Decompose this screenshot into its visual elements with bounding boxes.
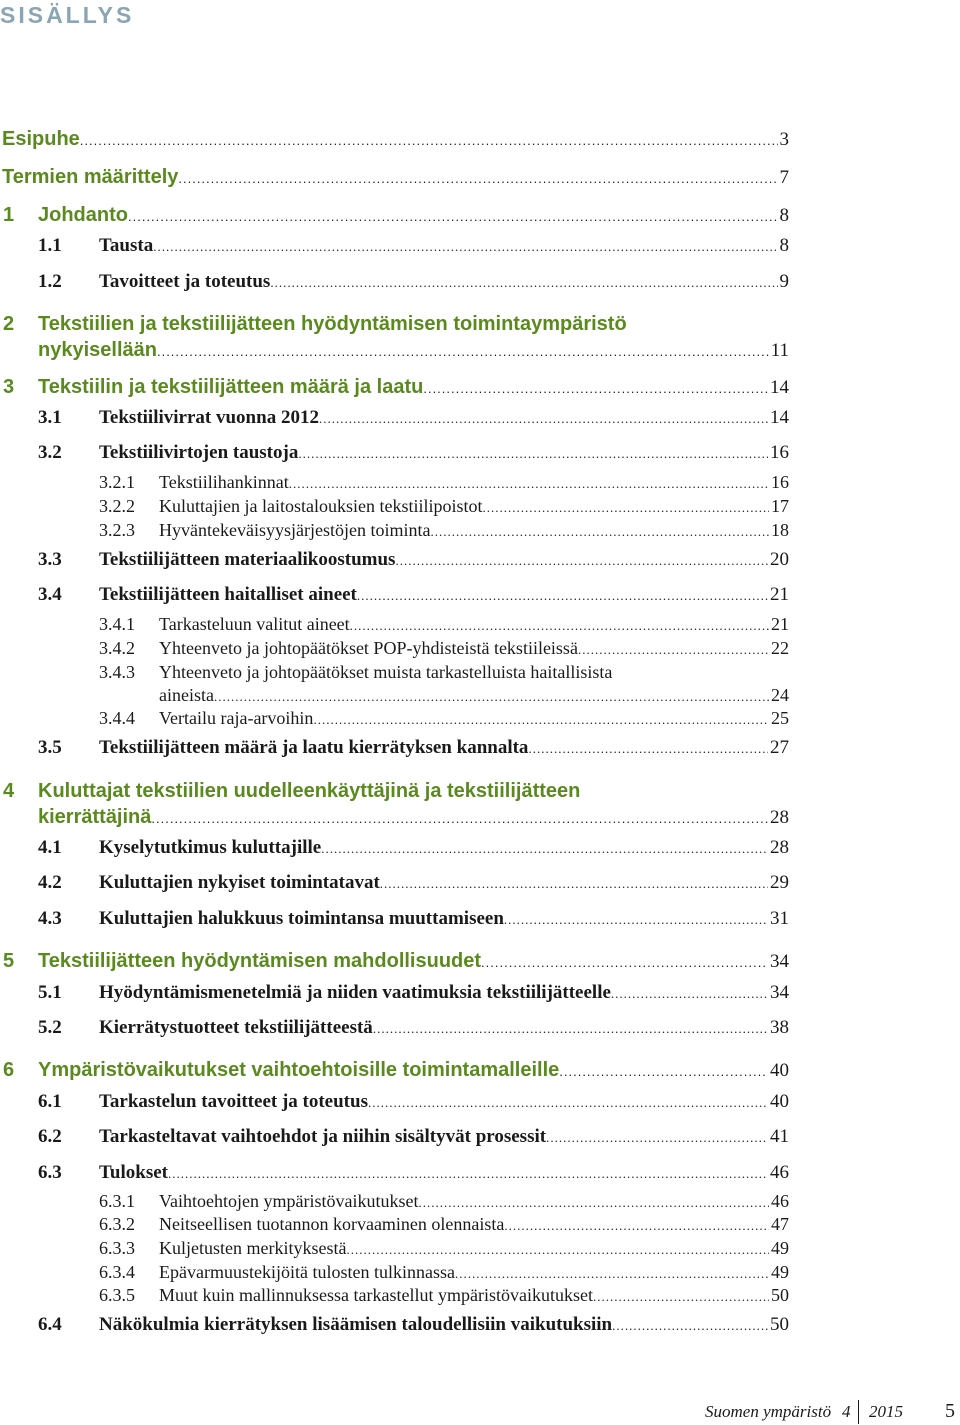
toc-entry-3[interactable]: [0, 376, 789, 399]
toc-page: 18: [771, 520, 789, 540]
toc-title: Vaihtoehtojen ympäristövaikutukset: [159, 1191, 419, 1211]
toc-entry-3-5[interactable]: [0, 737, 789, 759]
toc-number: 6.1: [38, 1091, 62, 1112]
toc-entry-5-2[interactable]: [0, 1017, 789, 1039]
toc-page: 24: [771, 685, 789, 705]
toc-number: 6.3.4: [99, 1262, 135, 1282]
toc-number: 3.4: [38, 584, 62, 605]
toc-page: 9: [779, 271, 789, 292]
footer-page-number: 5: [945, 1400, 955, 1422]
toc-page: 16: [771, 472, 789, 492]
toc-page: 40: [770, 1060, 789, 1081]
toc-title: Tekstiilivirtojen taustoja: [99, 442, 299, 463]
toc-page: 8: [779, 205, 789, 226]
toc-leader: [395, 553, 768, 569]
toc-title: Vertailu raja-arvoihin: [159, 708, 314, 728]
footer-publication: Suomen ympäristö: [705, 1402, 832, 1421]
toc-leader: [482, 500, 769, 516]
toc-title: Tekstiilin ja tekstiilijätteen määrä ja laatu: [38, 376, 424, 398]
toc-title-continued: nykyisellään: [38, 339, 157, 361]
toc-entry-6[interactable]: [0, 1059, 789, 1082]
toc-title[interactable]: Tekstiilien ja tekstiilijätteen hyödyntämisen toimintaympäristö: [38, 313, 627, 335]
toc-page: 16: [770, 442, 789, 463]
toc-title: Tekstiilijätteen materiaalikoostumus: [99, 549, 396, 570]
toc-leader: [504, 1218, 769, 1234]
toc-leader: [368, 1095, 768, 1111]
toc-title: Tarkastelun tavoitteet ja toteutus: [99, 1091, 368, 1112]
page-footer: [705, 1399, 960, 1425]
toc-page: 11: [770, 340, 789, 361]
toc-title: Tekstiilivirrat vuonna 2012: [99, 407, 319, 428]
toc-entry-3-1[interactable]: [0, 407, 789, 429]
toc-number: 4: [3, 780, 15, 802]
toc-leader: [380, 876, 768, 892]
toc-entry-6-3-5[interactable]: [0, 1285, 789, 1306]
toc-entry-3-4-2[interactable]: [0, 638, 789, 659]
toc-leader: [418, 1195, 769, 1211]
toc-entry-3-2[interactable]: [0, 442, 789, 464]
toc-leader: [289, 476, 769, 492]
toc-title: Epävarmuustekijöitä tulosten tulkinnassa: [159, 1262, 455, 1282]
page-heading: SISÄLLYS: [0, 2, 135, 28]
toc-title: Kuljetusten merkityksestä: [159, 1238, 347, 1258]
toc-number: 6.3: [38, 1162, 62, 1183]
toc-title: Tarkasteltavat vaihtoehdot ja niihin sisältyvät prosessit: [99, 1126, 547, 1147]
toc-number: 6: [3, 1059, 15, 1081]
toc-entry-3-4-4[interactable]: [0, 708, 789, 729]
toc-number: 1: [3, 204, 15, 226]
toc-number: 3.1: [38, 407, 62, 428]
toc-page: 21: [770, 584, 789, 605]
toc-leader: [346, 1242, 769, 1258]
toc-entry-6-3-1[interactable]: [0, 1191, 789, 1212]
toc-leader: [423, 381, 768, 396]
toc-number: 5: [3, 950, 15, 972]
toc-leader: [357, 588, 768, 604]
toc-entry-4-2[interactable]: [0, 872, 789, 894]
toc-number: 2: [3, 313, 15, 335]
toc-page: 8: [779, 235, 789, 256]
footer-divider: [858, 1400, 859, 1424]
toc-entry-3-2-2[interactable]: [0, 496, 789, 517]
toc-leader: [546, 1130, 768, 1146]
toc-title: Tausta: [99, 235, 154, 256]
toc-entry-4[interactable]: [0, 806, 789, 829]
toc-page: 40: [770, 1091, 789, 1112]
toc-leader: [214, 689, 769, 705]
toc-number: 1.1: [38, 235, 62, 256]
toc-leader: [481, 955, 768, 970]
toc-entry-4-1[interactable]: [0, 837, 789, 859]
footer-year: 2015: [869, 1402, 903, 1421]
toc-title: Tekstiilihankinnat: [159, 472, 289, 492]
toc-title: Näkökulmia kierrätyksen lisäämisen taloudellisiin vaikutuksiin: [99, 1314, 613, 1335]
toc-leader: [153, 239, 777, 255]
toc-leader: [612, 1318, 768, 1334]
toc-number: 3.4.2: [99, 638, 135, 658]
toc-page: 31: [770, 908, 789, 929]
toc-number: 3.2.2: [99, 496, 135, 516]
toc-entry-6-3-3[interactable]: [0, 1238, 789, 1259]
toc-number: 4.2: [38, 872, 62, 893]
toc-title: Johdanto: [38, 204, 128, 226]
toc-title-continued: aineista: [159, 685, 214, 705]
toc-number: 3: [3, 376, 15, 398]
toc-title: Tulokset: [99, 1162, 168, 1183]
toc-leader: [321, 841, 768, 857]
toc-entry-3-4-3[interactable]: [0, 685, 789, 706]
toc-title-continued: kierrättäjinä: [38, 806, 152, 828]
toc-leader: [528, 741, 768, 757]
toc-page: 41: [770, 1126, 789, 1147]
toc-entry-esipuhe[interactable]: [0, 128, 789, 151]
toc-entry-6-4[interactable]: [0, 1314, 789, 1336]
toc-title[interactable]: Kuluttajat tekstiilien uudelleenkäyttäjinä ja tekstiilijätteen: [38, 780, 581, 802]
toc-title: Ympäristövaikutukset vaihtoehtoisille toimintamalleille: [38, 1059, 560, 1081]
toc-page: 25: [771, 708, 789, 728]
toc-entry-2[interactable]: [0, 339, 789, 362]
toc-leader: [578, 642, 769, 658]
toc-page: 14: [770, 377, 789, 398]
toc-page: 50: [771, 1285, 789, 1305]
toc-page: 46: [771, 1191, 789, 1211]
toc-title: Esipuhe: [2, 128, 80, 150]
toc-number: 3.2.1: [99, 472, 135, 492]
toc-page: 34: [770, 982, 789, 1003]
toc-entry-5[interactable]: [0, 950, 789, 973]
toc-title: Tekstiilijätteen hyödyntämisen mahdollisuudet: [38, 950, 482, 972]
toc-title: Hyväntekeväisyysjärjestöjen toiminta: [159, 520, 431, 540]
toc-number: 1.2: [38, 271, 62, 292]
toc-leader: [455, 1266, 769, 1282]
toc-leader: [157, 344, 769, 359]
toc-leader: [319, 411, 768, 427]
toc-page: 20: [770, 549, 789, 570]
toc-page: 34: [770, 951, 789, 972]
toc-leader: [373, 1021, 768, 1037]
toc-title[interactable]: Yhteenveto ja johtopäätökset muista tarkastelluista haitallisista: [159, 662, 613, 682]
toc-title: Kuluttajien ja laitostalouksien tekstiilipoistot: [159, 496, 483, 516]
toc-entry-termien-maarittely[interactable]: [0, 166, 789, 189]
toc-leader: [611, 986, 768, 1002]
toc-number: 5.1: [38, 982, 62, 1003]
toc-title: Tekstiilijätteen haitalliset aineet: [99, 584, 357, 605]
toc-title: Termien määrittely: [2, 166, 179, 188]
toc-leader: [298, 446, 768, 462]
toc-number: 6.2: [38, 1126, 62, 1147]
toc-leader: [313, 712, 769, 728]
toc-page: 22: [771, 638, 789, 658]
toc-number: 3.4.4: [99, 708, 135, 728]
toc-title: Tavoitteet ja toteutus: [99, 271, 271, 292]
toc-number: 4.3: [38, 908, 62, 929]
toc-leader: [80, 133, 778, 148]
toc-page: 47: [771, 1214, 789, 1234]
toc-number: 3.2.3: [99, 520, 135, 540]
toc-number: 6.3.2: [99, 1214, 135, 1234]
toc-leader: [559, 1064, 768, 1079]
toc-number: 6.3.1: [99, 1191, 135, 1211]
toc-number: 3.2: [38, 442, 62, 463]
toc-number: 3.4.3: [99, 662, 135, 682]
toc-title: Hyödyntämismenetelmiä ja niiden vaatimuksia tekstiilijätteelle: [99, 982, 611, 1003]
toc-page: 46: [770, 1162, 789, 1183]
toc-entry-1-1[interactable]: [0, 235, 789, 257]
toc-page: 21: [771, 614, 789, 634]
toc-number: 6.4: [38, 1314, 62, 1335]
toc-page: 3: [779, 129, 789, 150]
toc-number: 4.1: [38, 837, 62, 858]
toc-entry-3-4[interactable]: [0, 584, 789, 606]
toc-title: Muut kuin mallinnuksessa tarkastellut ympäristövaikutukset: [159, 1285, 593, 1305]
toc-title: Kuluttajien nykyiset toimintatavat: [99, 872, 380, 893]
toc-leader: [430, 524, 769, 540]
toc-title: Tarkasteluun valitut aineet: [159, 614, 350, 634]
toc-entry-6-3[interactable]: [0, 1162, 789, 1184]
toc-title: Yhteenveto ja johtopäätökset POP-yhdisteistä tekstiileissä: [159, 638, 578, 658]
toc-entry-6-1[interactable]: [0, 1091, 789, 1113]
toc-page: 49: [771, 1262, 789, 1282]
toc-title: Kuluttajien halukkuus toimintansa muuttamiseen: [99, 908, 504, 929]
toc-leader: [168, 1166, 768, 1182]
toc-entry-6-3-2[interactable]: [0, 1214, 789, 1235]
toc-title: Kyselytutkimus kuluttajille: [99, 837, 322, 858]
toc-page: 28: [770, 837, 789, 858]
toc-page: 38: [770, 1017, 789, 1038]
toc-entry-3-3[interactable]: [0, 549, 789, 571]
footer-issue: 4: [842, 1402, 851, 1421]
toc-entry-1-2[interactable]: [0, 271, 789, 293]
toc-entry-3-2-1[interactable]: [0, 472, 789, 493]
toc-entry-3-4-1[interactable]: [0, 614, 789, 635]
toc-entry-1[interactable]: [0, 204, 789, 227]
toc-entry-5-1[interactable]: [0, 982, 789, 1004]
toc-number: 5.2: [38, 1017, 62, 1038]
toc-entry-4-3[interactable]: [0, 908, 789, 930]
toc-title: Neitseellisen tuotannon korvaaminen olennaista: [159, 1214, 505, 1234]
toc-number: 3.5: [38, 737, 62, 758]
toc-page: 49: [771, 1238, 789, 1258]
toc-leader: [151, 811, 768, 826]
toc-leader: [504, 912, 768, 928]
toc-number: 3.4.1: [99, 614, 135, 634]
toc-page: 29: [770, 872, 789, 893]
toc-leader: [270, 275, 777, 291]
toc-entry-6-2[interactable]: [0, 1126, 789, 1148]
toc-number: 6.3.3: [99, 1238, 135, 1258]
toc-page: 28: [770, 807, 789, 828]
toc-title: Tekstiilijätteen määrä ja laatu kierrätyksen kannalta: [99, 737, 529, 758]
toc-number: 3.3: [38, 549, 62, 570]
toc-page: 27: [770, 737, 789, 758]
toc-leader: [178, 171, 777, 186]
toc-page: 7: [779, 167, 789, 188]
toc-leader: [350, 618, 769, 634]
toc-page: 17: [771, 496, 789, 516]
toc-page: 14: [770, 407, 789, 428]
toc-page: 50: [770, 1314, 789, 1335]
toc-entry-6-3-4[interactable]: [0, 1262, 789, 1283]
toc-number: 6.3.5: [99, 1285, 135, 1305]
toc-leader: [593, 1289, 769, 1305]
toc-title: Kierrätystuotteet tekstiilijätteestä: [99, 1017, 373, 1038]
toc-entry-3-2-3[interactable]: [0, 520, 789, 541]
toc-leader: [128, 209, 778, 224]
